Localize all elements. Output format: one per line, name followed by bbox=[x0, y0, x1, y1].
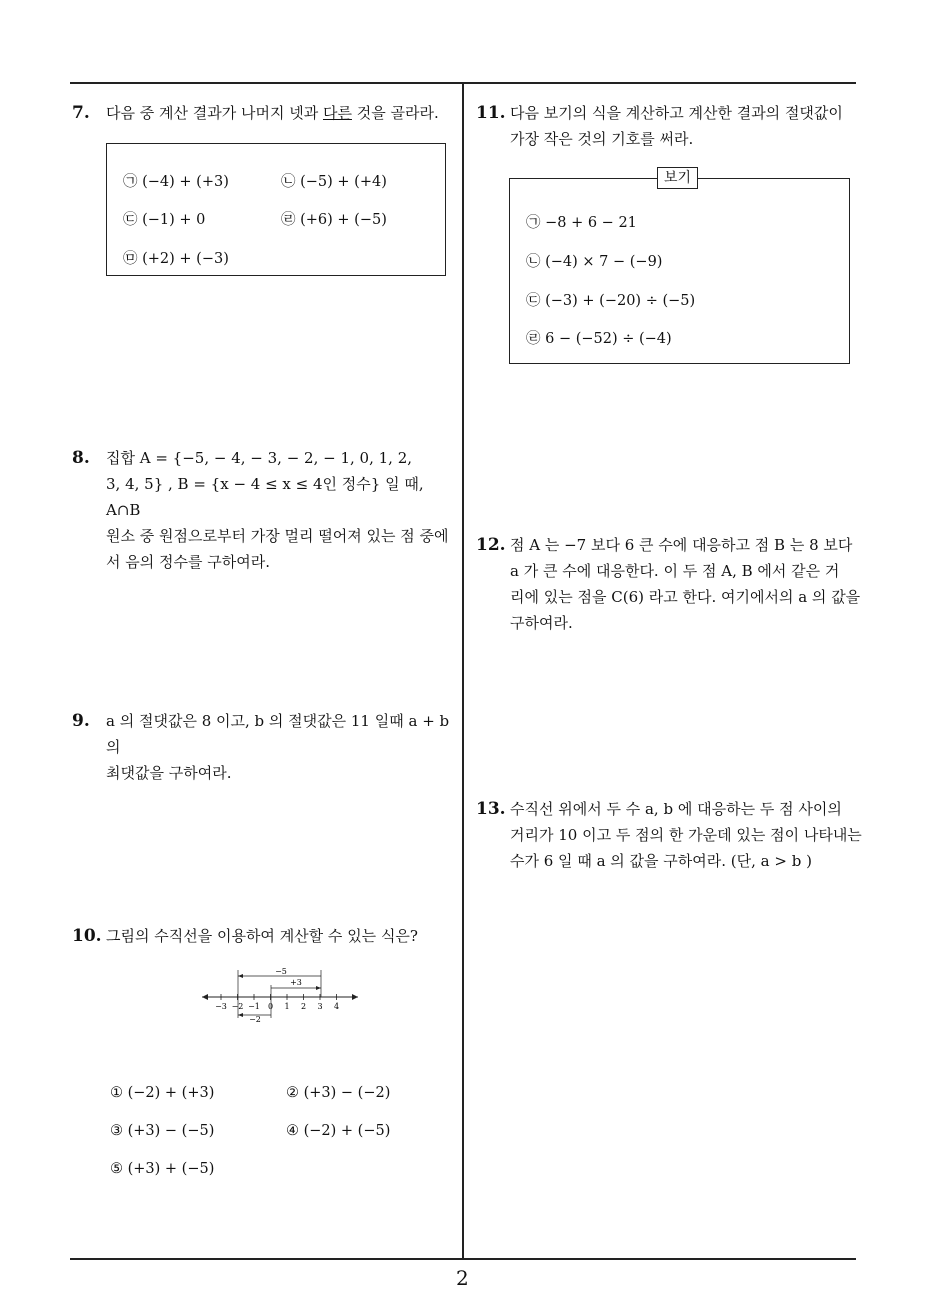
question-11 bbox=[476, 100, 861, 152]
question-number: 10. bbox=[72, 926, 102, 946]
option-4: ㉣ (+6) + (−5) bbox=[281, 212, 387, 228]
question-text: 다음 보기의 식을 계산하고 계산한 결과의 절댓값이 가장 작은 것의 기호를 써라. bbox=[510, 104, 843, 148]
option-4: ④ (−2) + (−5) bbox=[286, 1123, 391, 1139]
tick-label: 3 bbox=[317, 1002, 323, 1011]
label-bottom: −2 bbox=[249, 1015, 261, 1023]
question-10 bbox=[72, 923, 457, 949]
question-text: 수직선 위에서 두 수 a, b 에 대응하는 두 점 사이의 거리가 10 이고 두 점의 한 가운데 있는 점이 나타내는 수가 6 일 때 a 의 값을 구하여라. (단, a > b ) bbox=[510, 800, 862, 870]
column-divider bbox=[462, 83, 464, 1259]
question-13 bbox=[476, 796, 866, 874]
label-mid: +3 bbox=[290, 978, 302, 987]
question-text: 그림의 수직선을 이용하여 계산할 수 있는 식은? bbox=[106, 927, 418, 945]
option-1: ㉠ (−4) + (+3) bbox=[123, 174, 229, 190]
bogi-label: 보기 bbox=[657, 167, 698, 189]
option-5: ㉤ (+2) + (−3) bbox=[123, 251, 229, 267]
bottom-rule bbox=[70, 1258, 856, 1260]
tick-label: 0 bbox=[267, 1002, 274, 1011]
question-9 bbox=[72, 708, 457, 786]
tick-label: −2 bbox=[231, 1002, 244, 1011]
question-number: 12. bbox=[476, 535, 506, 555]
option-3: ㉢ (−1) + 0 bbox=[123, 212, 206, 228]
option-2: ㉡ (−4) × 7 − (−9) bbox=[526, 254, 663, 270]
question-12 bbox=[476, 532, 866, 636]
options-box bbox=[106, 143, 446, 276]
number-line-figure bbox=[198, 963, 368, 1023]
tick-label: −3 bbox=[215, 1002, 227, 1011]
question-text: a 의 절댓값은 8 이고, b 의 절댓값은 11 일때 a + b 의 최댓값을 구하여라. bbox=[106, 712, 450, 782]
option-3: ③ (+3) − (−5) bbox=[110, 1123, 215, 1139]
question-10-options bbox=[106, 1080, 456, 1190]
page-number: 2 bbox=[456, 1266, 469, 1290]
bogi-box bbox=[509, 170, 850, 364]
tick-label: 1 bbox=[284, 1002, 290, 1011]
question-8 bbox=[72, 445, 457, 575]
question-number: 8. bbox=[72, 448, 90, 468]
question-number: 9. bbox=[72, 711, 90, 731]
option-1: ㉠ −8 + 6 − 21 bbox=[526, 215, 637, 231]
question-7 bbox=[72, 100, 452, 126]
question-number: 13. bbox=[476, 799, 506, 819]
option-4: ㉣ 6 − (−52) ÷ (−4) bbox=[526, 331, 672, 347]
option-2: ② (+3) − (−2) bbox=[286, 1085, 391, 1101]
question-text: 집합 A = {−5, − 4, − 3, − 2, − 1, 0, 1, 2, 3, 4, 5} , B = {x − 4 ≤ x ≤ 4인 정수} 일 때, A∩B 원소 중 원점으로부터 가장 멀리 떨어져 있는 점 중에 서 음의 정수를 구하여라. bbox=[106, 449, 449, 571]
question-text: 점 A 는 −7 보다 6 큰 수에 대응하고 점 B 는 8 보다 a 가 큰 수에 대응한다. 이 두 점 A, B 에서 같은 거 리에 있는 점을 C(6) 라고 한다. 여기에서의 a 의 값을 구하여라. bbox=[510, 536, 861, 632]
option-3: ㉢ (−3) + (−20) ÷ (−5) bbox=[526, 293, 696, 309]
label-top: −5 bbox=[275, 967, 287, 976]
option-2: ㉡ (−5) + (+4) bbox=[281, 174, 387, 190]
tick-label: 4 bbox=[333, 1002, 340, 1011]
option-1: ① (−2) + (+3) bbox=[110, 1085, 215, 1101]
question-number: 11. bbox=[476, 103, 506, 123]
tick-label: 2 bbox=[300, 1002, 307, 1011]
option-5: ⑤ (+3) + (−5) bbox=[110, 1161, 215, 1177]
tick-label: −1 bbox=[248, 1002, 260, 1011]
question-text: 다음 중 계산 결과가 나머지 넷과 다른 것을 골라라. bbox=[106, 104, 439, 122]
question-number: 7. bbox=[72, 103, 90, 123]
